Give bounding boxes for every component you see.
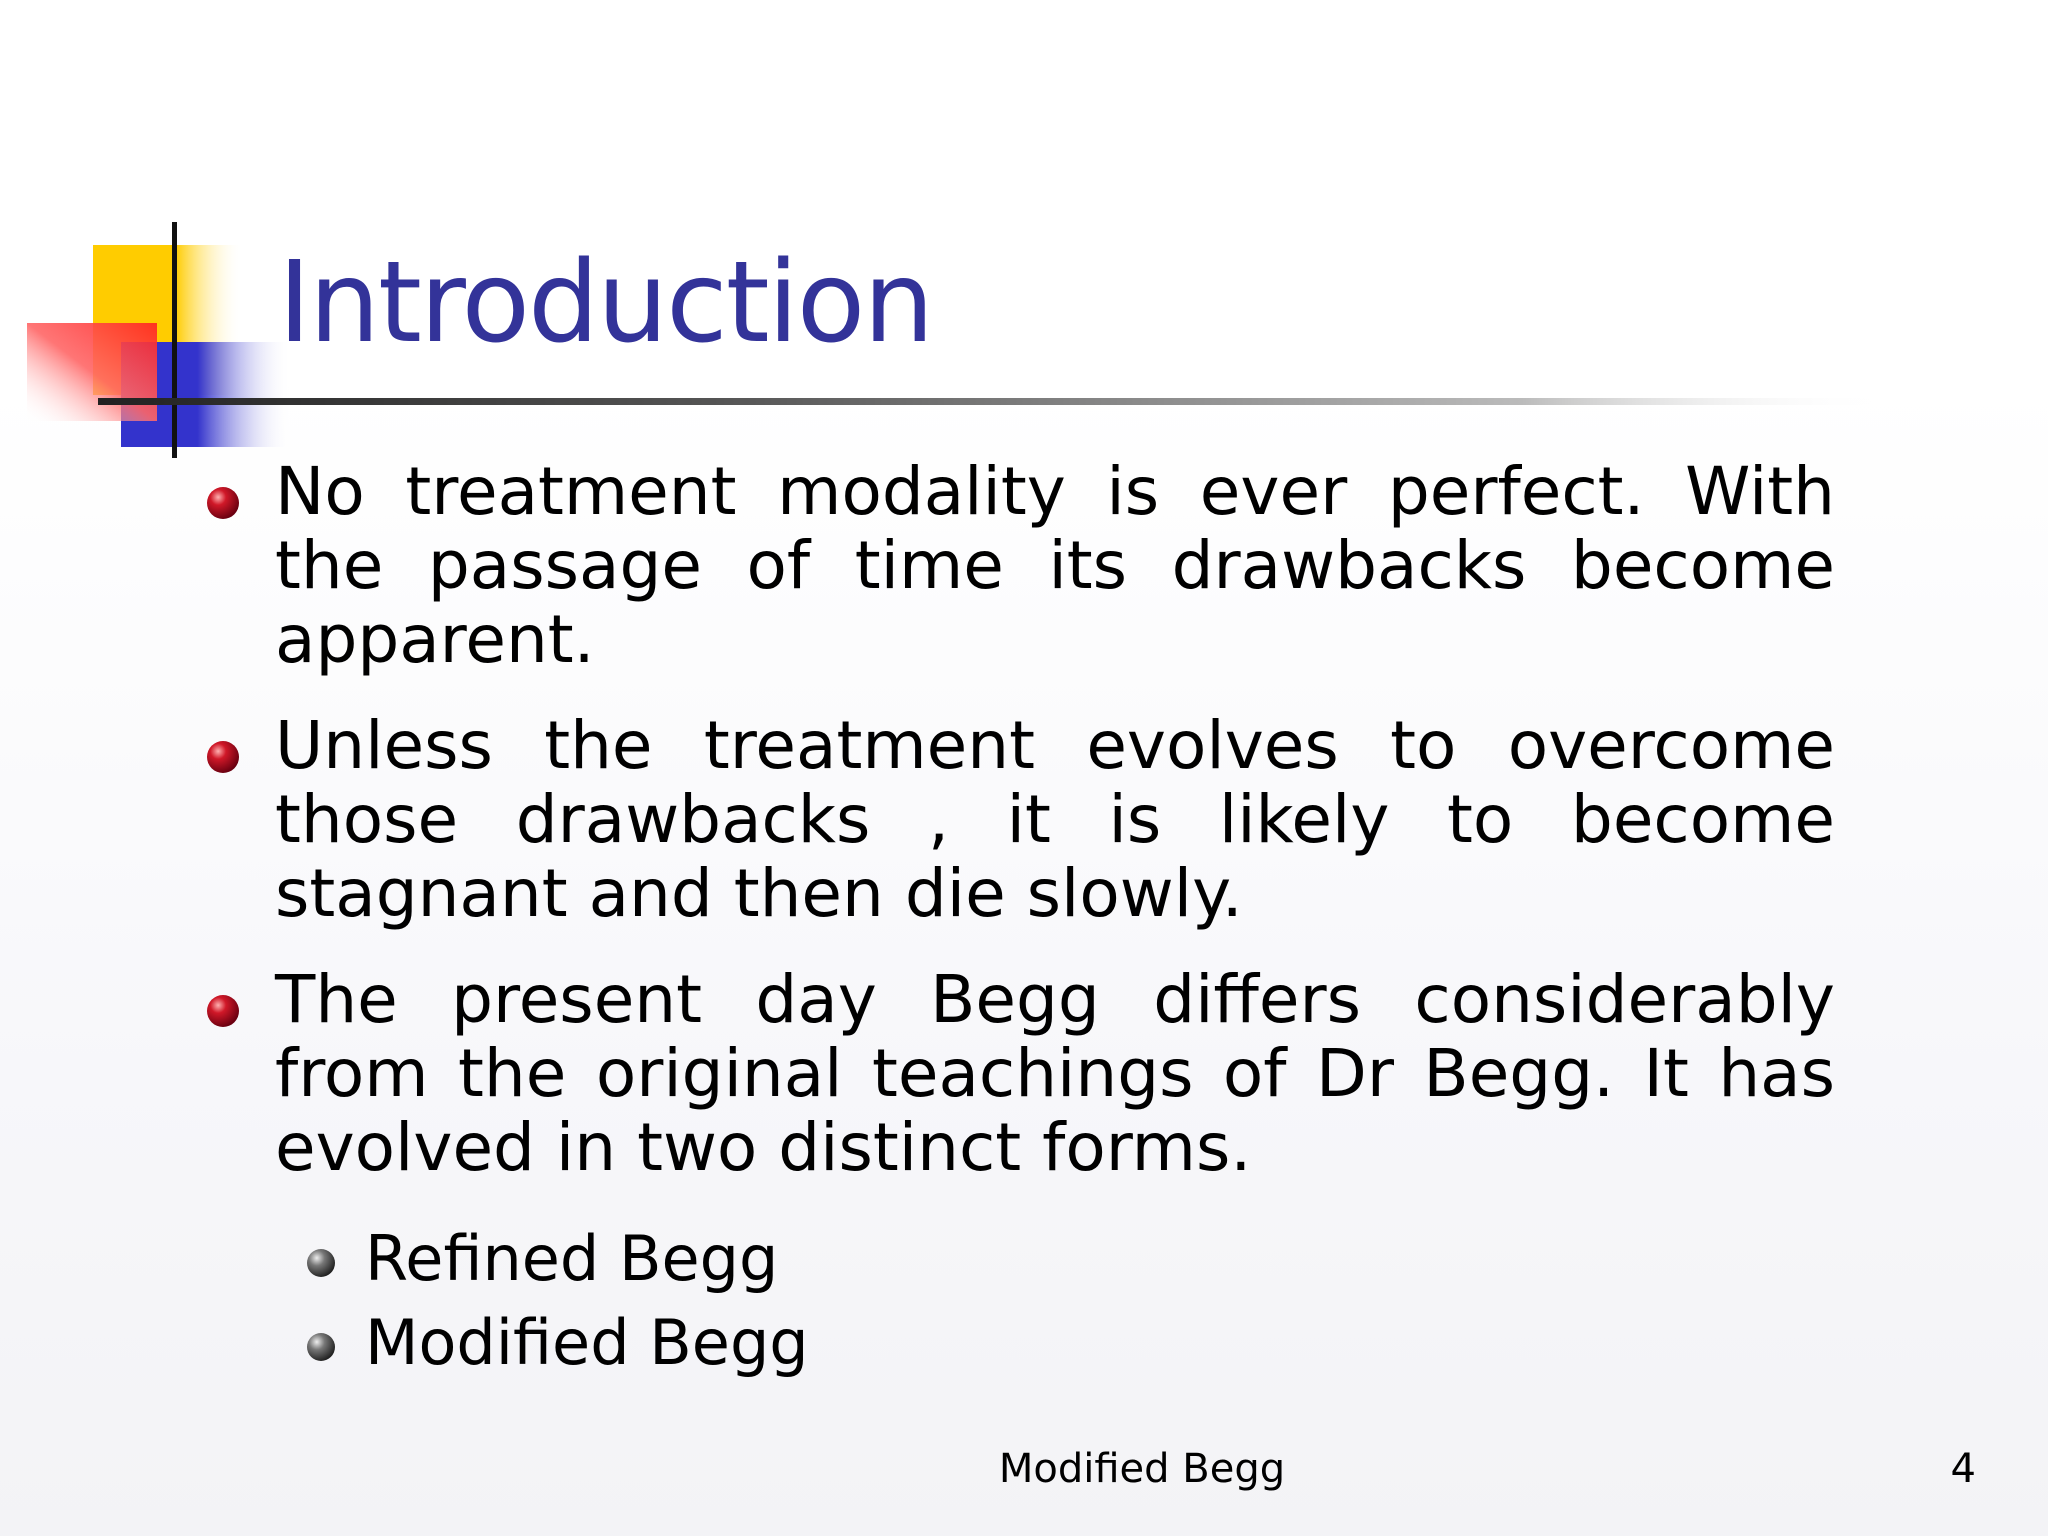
bullet-item (205, 963, 1835, 1185)
red-ball-bullet-icon (205, 485, 241, 521)
gray-ball-bullet-icon (305, 1331, 337, 1363)
red-square (27, 323, 157, 421)
bullet-text: Unless the treatment evolves to overcome those drawbacks , it is likely to become stagnant and then die slowly. (275, 707, 1835, 932)
vertical-rule (172, 222, 177, 458)
bullet-text: The present day Begg differs considerably from the original teachings of Dr Begg. It has evolved in two distinct forms. (275, 961, 1835, 1186)
red-ball-bullet-icon (205, 993, 241, 1029)
red-ball-bullet-icon (205, 739, 241, 775)
sub-bullet-text: Refined Begg (365, 1222, 779, 1295)
sub-bullet-item (205, 1301, 1835, 1385)
slide-title: Introduction (278, 238, 933, 368)
sub-bullet-item (205, 1217, 1835, 1301)
bullet-text: No treatment modality is ever perfect. With the passage of time its drawbacks become apparent. (275, 453, 1835, 678)
gray-ball-bullet-icon (305, 1247, 337, 1279)
bullet-item (205, 455, 1835, 677)
sub-bullet-text: Modified Begg (365, 1306, 809, 1379)
slide-footer: Modified Begg (998, 1446, 1286, 1492)
bullet-item (205, 709, 1835, 931)
title-underline (98, 398, 1878, 405)
bullet-list (205, 455, 1835, 1385)
page-number: 4 (1950, 1446, 1976, 1492)
